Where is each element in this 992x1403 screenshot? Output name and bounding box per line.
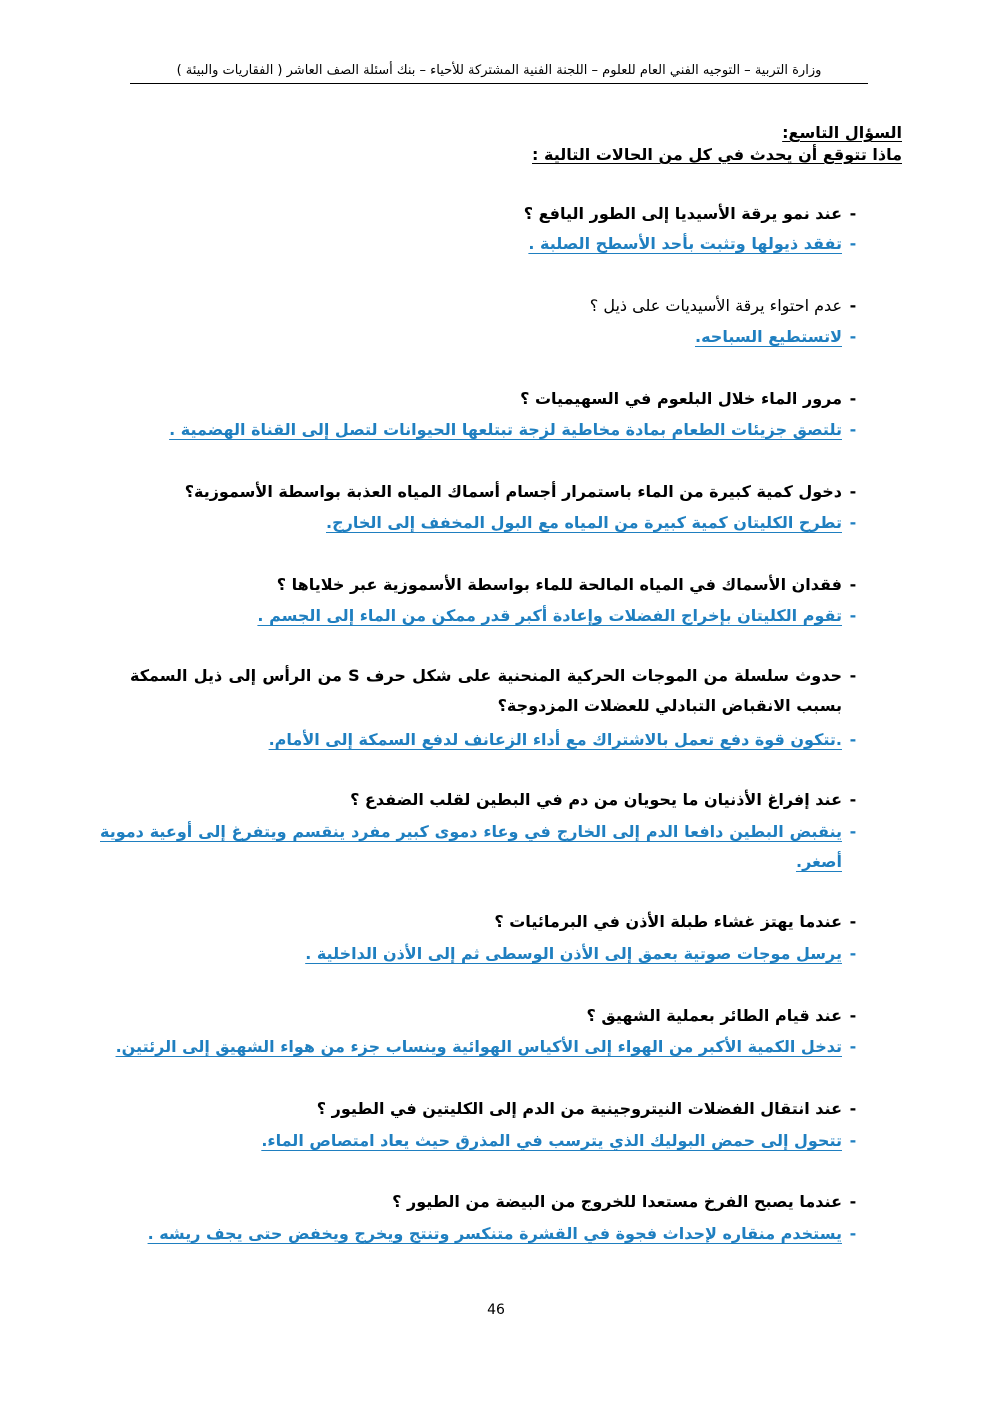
bullet-marker: - [849,944,857,963]
item-answer: تفقد ذيولها وتثبت بأحد الأسطح الصلبة . [528,234,842,253]
page-number: 46 [487,1302,505,1318]
bullet-marker: - [849,1224,857,1243]
bullet-marker: - [849,234,857,253]
item-question: عندما يهتز غشاء طبلة الأذن في البرمائيات ؟ [494,912,842,931]
item-answer: يستخدم منقاره لإحداث فجوة في القشرة متنكسر وتنتج ويخرج ويخفض حتى يجف ريشه . [147,1224,842,1243]
page-header: وزارة التربية – التوجيه الفني العام للعلوم – اللجنة الفنية المشتركة للأحياء – بنك أسئلة الصف العاشر ( الفقاريات والبيئة ) [130,62,868,84]
item-answer: تلتصق جزيئات الطعام بمادة مخاطية لزجة تبتلعها الحيوانات لتصل إلى القناة الهضمية . [169,420,842,439]
item-question: عند إفراغ الأذنيان ما يحويان من دم في البطين لقلب الضفدع ؟ [350,790,842,809]
question-prompt: ماذا تتوقع أن يحدث في كل من الحالات التالية : [532,145,902,164]
bullet-marker: - [849,482,857,501]
item-question: عند نمو يرقة الأسيديا إلى الطور اليافع ؟ [523,204,842,223]
bullet-marker: - [849,296,857,315]
item-answer: يرسل موجات صوتية بعمق إلى الأذن الوسطى ثم إلى الأذن الداخلية . [305,944,842,963]
bullet-marker: - [849,790,857,809]
item-answer: لاتستطيع السباحه. [695,327,842,346]
bullet-marker: - [849,204,857,223]
bullet-marker: - [849,575,857,594]
bullet-marker: - [849,1131,857,1150]
bullet-marker: - [849,730,857,749]
item-answer: ينقبض البطين دافعا الدم إلى الخارج في وعاء دموى كبير مفرد ينقسم ويتفرغ إلى أوعية دموية أصغر. [100,822,842,871]
item-answer: تطرح الكليتان كمية كبيرة من المياه مع البول المخفف إلى الخارج. [326,513,842,532]
bullet-marker: - [849,1099,857,1118]
bullet-marker: - [849,822,857,841]
item-question: عندما يصبح الفرخ مستعدا للخروج من البيضة من الطيور ؟ [392,1192,842,1211]
question-heading [532,122,902,166]
item-answer: تتحول إلى حمض البوليك الذي يترسب في المذرق حيث يعاد امتصاص الماء. [261,1131,842,1150]
item-question: مرور الماء خلال البلعوم في السهيميات ؟ [520,389,842,408]
bullet-marker: - [849,389,857,408]
item-answer: تدخل الكمية الأكبر من الهواء إلى الأكياس الهوائية وينساب جزء من هواء الشهيق إلى الرئتين. [115,1037,842,1056]
item-question: عند انتقال الفضلات النيتروجينية من الدم إلى الكليتين في الطيور ؟ [316,1099,842,1118]
item-answer: تقوم الكليتان بإخراج الفضلات وإعادة أكبر قدر ممكن من الماء إلى الجسم . [257,606,842,625]
bullet-marker: - [849,513,857,532]
bullet-marker: - [849,1006,857,1025]
bullet-marker: - [849,912,857,931]
item-question: عند قيام الطائر بعملية الشهيق ؟ [586,1006,842,1025]
item-question: فقدان الأسماك في المياه المالحة للماء بواسطة الأسموزية عبر خلاياها ؟ [276,575,842,594]
item-question: حدوث سلسلة من الموجات الحركية المنحنية على شكل حرف S من الرأس إلى ذيل السمكة بسبب الانقباض التبادلي للعضلات المزدوجة؟ [130,666,843,715]
item-question: دخول كمية كبيرة من الماء باستمرار أجسام أسماك المياه العذبة بواسطة الأسموزية؟ [184,482,842,501]
item-answer: .تتكون قوة دفع تعمل بالاشتراك مع أداء الزعانف لدفع السمكة إلى الأمام. [268,730,842,749]
bullet-marker: - [849,666,857,685]
question-label: السؤال التاسع: [782,123,902,142]
bullet-marker: - [849,420,857,439]
bullet-marker: - [849,1192,857,1211]
bullet-marker: - [849,606,857,625]
bullet-marker: - [849,1037,857,1056]
item-question: عدم احتواء يرقة الأسيديات على ذيل ؟ [589,296,842,315]
bullet-marker: - [849,327,857,346]
